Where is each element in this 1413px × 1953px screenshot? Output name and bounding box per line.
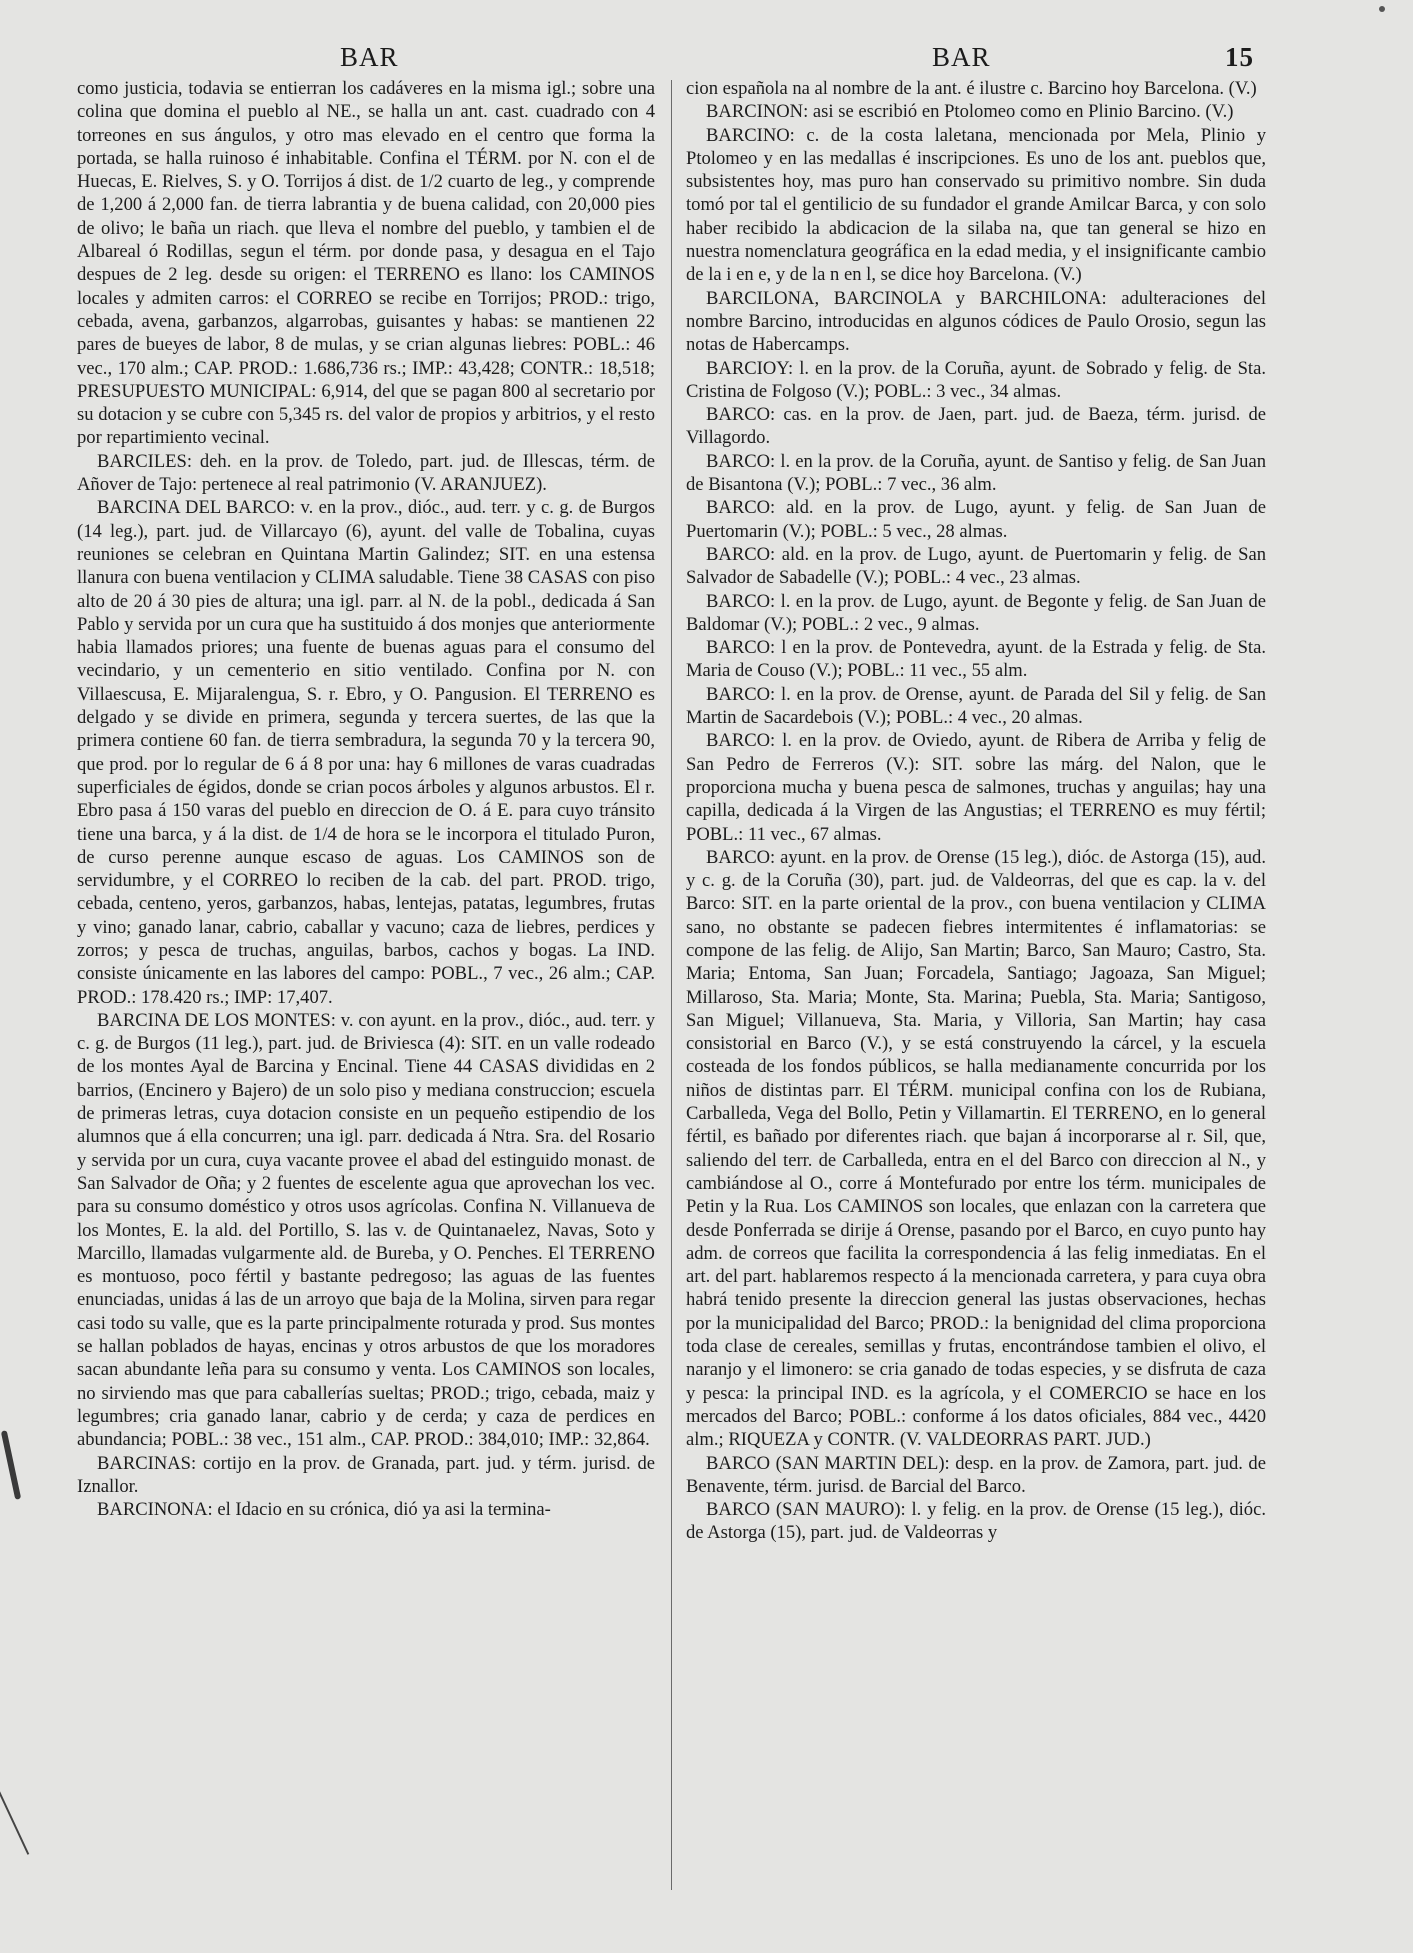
entry-barcinas: BARCINAS: cortijo en la prov. de Granada, part. jud. y térm. jurisd. de Iznallor. <box>77 1452 655 1497</box>
entry-barcino: BARCINO: c. de la costa laletana, mencionada por Mela, Plinio y Ptolomeo y en las medallas é inscripciones. Es uno de los ant. pueblos que, subsistentes hoy, mas puro han conservado su primitivo nombre. Sin duda tomó por tal el gentilicio de su fundador el grande Amilcar Barca, y con solo haber recibido la abdicacion de la silaba na, que tan general se hizo en nuestra nomenclatura geográfica en la edad media, y el insignificante cambio de la i en e, y de la n en l, se dice hoy Barcelona. (V.) <box>686 124 1266 286</box>
column-divider <box>671 80 672 1890</box>
continued-text: como justicia, todavia se entierran los cadáveres en la misma igl.; sobre una colina que domina el pueblo al NE., se halla un ant. cast. cuadrado con 4 torreones en sus ángulos, y otro mas elevado en el centro que forma la portada, se halla ruinoso é inhabitable. Confina el TÉRM. por N. con el de Huecas, E. Rielves, S. y O. Torrijos á dist. de 1/2 cuarto de leg., y comprende de 1,200 á 2,000 fan. de tierra labrantia y de buena calidad, con 20,000 pies de olivo; le baña un riach. que lleva el nombre del pueblo, y tambien el de Albareal ó Rodillas, segun el térm. por donde pasa, y desagua en el Tajo despues de 2 leg. desde su origen: el TERRENO es llano: los CAMINOS locales y admiten carros: el CORREO se recibe en Torrijos; PROD.: trigo, cebada, avena, garbanzos, algarrobas, guisantes y habas: se mantienen 22 pares de bueyes de labor, 8 de mulas, y se crian algunas liebres: POBL.: 46 vec., 170 alm.; CAP. PROD.: 1.686,736 rs.; IMP.: 43,428; CONTR.: 18,518; PRESUPUESTO MUNICIPAL: 6,914, del que se pagan 800 al secretario por su dotacion y se cubre con 5,345 rs. del valor de propios y arbitrios, y el resto por repartimiento vecinal. <box>77 78 655 449</box>
continued-text: cion española na al nombre de la ant. é ilustre c. Barcino hoy Barcelona. (V.) <box>686 78 1257 99</box>
entry-barco-ayunt-orense: BARCO: ayunt. en la prov. de Orense (15 leg.), dióc. de Astorga (15), aud. y c. g. de la Coruña (30), part. jud. de Valdeorras, del que es cap. la v. del Barco: SIT. en la parte oriental de la prov., con buena ventilacion y CLIMA sano, no obstante se padecen fiebres intermitentes é inflamatorias: se compone de las felig. de Alijo, San Martin; Barco, San Mauro; Castro, Sta. Maria; Entoma, San Juan; Forcadela, Santiago; Jagoaza, San Miguel; Millaroso, Sta. Maria; Monte, Sta. Marina; Puebla, Sta. Maria; Santigoso, San Miguel; Villanueva, Sta. Maria, y Villoria, San Martin; hay casa consistorial en Barco (V.), y se está construyendo la cárcel, y la escuela costeada de los fondos públicos, se halla medianamente concurrida por los niños de distintas parr. El TÉRM. municipal confina con los de Rubiana, Carballeda, Vega del Bollo, Petin y Villamartin. El TERRENO, en lo general fértil, es bañado por diferentes riach. que bajan á incorporarse al r. Sil, que, saliendo del terr. de Carballeda, entra en el del Barco con direccion al N., y cambiándose al O., corre á Montefurado por entre los térm. municipales de Petin y la Rua. Los CAMINOS son locales, que enlazan con la carretera que desde Ponferrada se dirije á Orense, pasando por el Barco, en cuyo punto hay adm. de correos que facilita la correspondencia á las felig inmediatas. En el art. del part. hablaremos respecto á la mencionada carretera, y para cuya obra habrá tenido presente la direccion general las justas observaciones, hechas por la municipalidad del Barco; PROD.: la benignidad del clima proporciona toda clase de cereales, semillas y frutas, encontrándose tambien el olivo, el naranjo y el limonero: se cria ganado de todas especies, y se disfruta de caza y pesca: la principal IND. es la agrícola, y el COMERCIO se hace en los mercados del Barco; POBL.: conforme á los datos oficiales, 884 vec., 4420 alm.; RIQUEZA y CONTR. (V. VALDEORRAS PART. JUD.) <box>686 846 1266 1451</box>
entry-barcina-de-los-montes: BARCINA DE LOS MONTES: v. con ayunt. en la prov., dióc., aud. terr. y c. g. de Burgos (11 leg.), part. jud. de Briviesca (4): SIT. en un valle rodeado de los montes Ayal de Barcina y Encinal. Tiene 44 CASAS divididas en 2 barrios, (Encinero y Bajero) de un solo piso y mediana construccion; escuela de primeras letras, cuya dotacion consiste en un pequeño estipendio de los alumnos que á ella concurren; una igl. parr. dedicada á Ntra. Sra. del Rosario y servida por un cura, cuya vacante provee el abad del estinguido monast. de San Salvador de Oña; y 2 fuentes de escelente agua que aprovechan los vec. para su consumo doméstico y otros usos agrícolas. Confina N. Villanueva de los Montes, E. la ald. del Portillo, S. las v. de Quintanaelez, Navas, Soto y Marcillo, llamadas vulgarmente ald. de Bureba, y O. Penches. El TERRENO es montuoso, poco fértil y bastante pedregoso; las aguas de las fuentes enunciadas, unidas á las de un arroyo que baja de la Molina, sirven para regar casi todo su valle, que es la parte principalmente roturada y prod. Sus montes se hallan poblados de hayas, encinas y otros arbustos de que los moradores sacan abundante leña para su consumo y venta. Los CAMINOS son locales, no sirviendo mas que para caballerías sueltas; PROD.; trigo, cebada, maiz y legumbres; cria ganado lanar, cabrio y de cerda; y caza de perdices en abundancia; POBL.: 38 vec., 151 alm., CAP. PROD.: 384,010; IMP.: 32,864. <box>77 1009 655 1451</box>
page-number: 15 <box>1225 42 1254 72</box>
entry-barco-lugo-puertomarin: BARCO: ald. en la prov. de Lugo, ayunt. y felig. de San Juan de Puertomarin (V.); POBL.: 5 vec., 28 almas. <box>686 497 1266 542</box>
page-edge-mark <box>1 1430 21 1500</box>
entry-barco-san-martin: BARCO (SAN MARTIN DEL): desp. en la prov. de Zamora, part. jud. de Benavente, térm. jurisd. de Barcial del Barco. <box>686 1452 1266 1497</box>
entry-barcilona: BARCILONA, BARCINOLA y BARCHILONA: adulteraciones del nombre Barcino, introducidas en algunos códices de Paulo Orosio, segun las notas de Habercamps. <box>686 287 1266 356</box>
left-column <box>77 77 655 1939</box>
running-header-right: BAR <box>932 42 991 72</box>
entry-barcina-del-barco: BARCINA DEL BARCO: v. en la prov., dióc., aud. terr. y c. g. de Burgos (14 leg.), part. jud. de Villarcayo (6), ayunt. del valle de Tobalina, cuyas reuniones se celebran en Quintana Martin Galindez; SIT. en una estensa llanura con buena ventilacion y CLIMA saludable. Tiene 38 CASAS con piso alto de 20 á 30 pies de altura; una igl. parr. al N. de la pobl., dedicada á San Pablo y servida por un cura que ha sustituido á dos monjes que anteriormente habia llamados priores; una fuente de buenas aguas para el consumo del vecindario, y un cementerio en sitio ventilado. Confina por N. con Villaescusa, E. Mijaralengua, S. r. Ebro, y O. Pangusion. El TERRENO es delgado y se divide en primera, segunda y tercera suertes, de las que la primera contiene 60 fan. de tierra sembradura, la segunda 70 y la tercera 90, que prod. por lo regular de 6 á 8 por una: hay 6 millones de varas cuadradas superficiales de égidos, donde se crian pocos árboles y algunos arbustos. El r. Ebro pasa á 150 varas del pueblo en direccion de O. á E. para cuyo tránsito tiene una barca, y á la dist. de 1/4 de hora se le incorpora el titulado Puron, de curso perenne aunque escaso de aguas. Los CAMINOS son de servidumbre, y el CORREO lo reciben de la cab. del part. PROD. trigo, cebada, centeno, yeros, garbanzos, habas, lentejas, patatas, legumbres, frutas y vino; ganado lanar, cabrio, caballar y vacuno; caza de liebres, perdices y zorros; y pesca de truchas, anguilas, barbos, cachos y bogas. La IND. consiste únicamente en las labores del campo: POBL., 7 vec., 26 alm.; CAP. PROD.: 178.420 rs.; IMP: 17,407. <box>77 497 655 1008</box>
entry-barcinona: BARCINONA: el Idacio en su crónica, dió ya asi la termina- <box>97 1499 551 1521</box>
entry-barco-jaen: BARCO: cas. en la prov. de Jaen, part. jud. de Baeza, térm. jurisd. de Villagordo. <box>686 404 1266 449</box>
entry-barco-coruna: BARCO: l. en la prov. de la Coruña, ayunt. de Santiso y felig. de San Juan de Bisantona (V.); POBL.: 7 vec., 36 alm. <box>686 450 1266 496</box>
entry-barco-oviedo: BARCO: l. en la prov. de Oviedo, ayunt. de Ribera de Arriba y felig de San Pedro de Ferreros (V.): SIT. sobre las márg. del Nalon, que le proporciona mucha y buena pesca de salmones, truchas y anguilas; hay una capilla, dedicada á la Virgen de las Angustias; el TERRENO es muy fértil; POBL.: 11 vec., 67 almas. <box>686 730 1266 845</box>
entry-barcinon: BARCINON: asi se escribió en Ptolomeo como en Plinio Barcino. (V.) <box>706 101 1234 123</box>
entry-barco-lugo-sabadelle: BARCO: ald. en la prov. de Lugo, ayunt. de Puertomarin y felig. de San Salvador de Sabadelle (V.); POBL.: 4 vec., 23 almas. <box>686 543 1266 589</box>
ink-spot <box>1379 6 1385 12</box>
running-header-left: BAR <box>340 42 399 72</box>
entry-barcioy: BARCIOY: l. en la prov. de la Coruña, ayunt. de Sobrado y felig. de Sta. Cristina de Folgoso (V.); POBL.: 3 vec., 34 almas. <box>686 357 1266 402</box>
entry-barciles: BARCILES: deh. en la prov. de Toledo, part. jud. de Illescas, térm. de Añover de Tajo: pertenece al real patrimonio (V. ARANJUEZ). <box>77 450 655 496</box>
entry-barco-lugo-begonte: BARCO: l. en la prov. de Lugo, ayunt. de Begonte y felig. de San Juan de Baldomar (V.); POBL.: 2 vec., 9 almas. <box>686 590 1266 635</box>
entry-barco-san-mauro: BARCO (SAN MAURO): l. y felig. en la prov. de Orense (15 leg.), dióc. de Astorga (15), part. jud. de Valdeorras y <box>686 1499 1266 1544</box>
right-column <box>686 77 1266 1939</box>
entry-barco-orense-parada: BARCO: l. en la prov. de Orense, ayunt. de Parada del Sil y felig. de San Martin de Sacardebois (V.); POBL.: 4 vec., 20 almas. <box>686 683 1266 729</box>
entry-barco-pontevedra: BARCO: l en la prov. de Pontevedra, ayunt. de la Estrada y felig. de Sta. Maria de Couso (V.); POBL.: 11 vec., 55 alm. <box>686 637 1266 682</box>
page-edge-line <box>0 1745 29 1855</box>
